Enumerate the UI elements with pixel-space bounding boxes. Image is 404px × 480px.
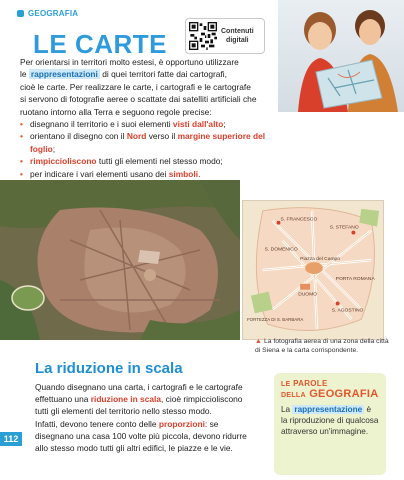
city-map-siena bbox=[242, 200, 384, 340]
map-label: S. AGOSTINO bbox=[331, 308, 364, 314]
keyword-proporzioni: proporzioni bbox=[158, 418, 205, 429]
body-line: Quando disegnano una carta, i cartografi e le cartografe bbox=[35, 382, 243, 392]
caption-text: La fotografia aerea di una zona della città di Siena e la carta corrispondente. bbox=[255, 338, 389, 354]
section-heading: La riduzione in scala bbox=[35, 360, 183, 377]
intro-line bbox=[20, 56, 282, 68]
keyword-nord: Nord bbox=[126, 131, 147, 142]
glossary-pre: La bbox=[281, 405, 291, 414]
glossary-title-line1 bbox=[281, 379, 379, 388]
body-line: disegnano una casa 100 volte più piccola, devono ridurre bbox=[35, 430, 247, 441]
map-label: S. STEFANO bbox=[329, 225, 359, 231]
keyword-riduzione-in-scala: riduzione in scala bbox=[90, 394, 162, 405]
bullet-4-post: . bbox=[198, 168, 201, 179]
bullet-1-pre: disegnano il territorio e i suoi elementi bbox=[30, 119, 171, 130]
page-title: LE CARTE bbox=[33, 29, 167, 59]
digital-content-qr[interactable] bbox=[185, 18, 265, 54]
list-item bbox=[20, 118, 282, 130]
body-line: allo stesso modo tutti gli altri edifici, le piazze e le vie. bbox=[35, 443, 233, 454]
intro-line-5: ruotano intorno alla Terra e seguono regole precise: bbox=[20, 106, 212, 117]
glossary-title-line2 bbox=[281, 388, 379, 400]
glossary-box bbox=[274, 373, 386, 475]
keyword-margine-superiore: margine superiore del foglio bbox=[30, 131, 266, 154]
qr-code-icon bbox=[189, 22, 217, 50]
intro-line-2-post: di quei territori fatte dai cartografi, bbox=[102, 69, 227, 80]
figure-caption bbox=[255, 337, 395, 355]
section-tag bbox=[17, 9, 78, 18]
bullet-1-post: ; bbox=[223, 119, 226, 130]
intro-line bbox=[20, 68, 282, 80]
map-label: DUOMO bbox=[298, 292, 318, 298]
glossary-title-parole: PAROLE bbox=[293, 379, 328, 388]
qr-label-line1: Contenuti bbox=[221, 28, 254, 35]
glossary-title-della: DELLA bbox=[281, 392, 306, 399]
intro-line-1: Per orientarsi in territori molto estesi, è opportuno utilizzare bbox=[20, 57, 239, 67]
map-label: PORTA ROMANA bbox=[335, 276, 375, 282]
intro-line bbox=[20, 81, 282, 93]
bullet-3-post: tutti gli elementi nel stesso modo; bbox=[98, 156, 223, 167]
keyword-simboli: simboli bbox=[168, 168, 199, 179]
map-label: Piazza del Campo bbox=[300, 257, 341, 263]
keyword-visti-dall-alto: visti dall'alto bbox=[172, 119, 224, 130]
kids-with-map-photo bbox=[278, 0, 404, 112]
body-line: tutti gli elementi del territorio nello stesso modo. bbox=[35, 406, 212, 417]
section-tag-icon bbox=[17, 10, 24, 17]
scale-paragraph bbox=[35, 381, 271, 454]
glossary-keyword: rappresentazione bbox=[294, 405, 363, 414]
keyword-rimpiccioliscono: rimpiccioliscono bbox=[30, 156, 97, 167]
keyword-rappresentazioni: rappresentazioni bbox=[30, 69, 98, 80]
glossary-title-le: LE bbox=[281, 381, 291, 388]
intro-line-3: cioè le carte. Per realizzare le carte, i cartografi e le cartografe bbox=[20, 81, 251, 92]
rules-list bbox=[20, 118, 282, 180]
body-line bbox=[35, 393, 271, 405]
glossary-title-geografia: GEOGRAFIA bbox=[309, 388, 379, 400]
section-tag-label: GEOGRAFIA bbox=[28, 9, 79, 18]
intro-line-4: si servono di fotografie aeree o scattate dai satelliti artificiali che bbox=[20, 94, 257, 105]
intro-paragraph bbox=[20, 56, 282, 180]
list-item bbox=[20, 155, 282, 167]
bullet-2-post: ; bbox=[52, 143, 56, 154]
body-line-4-pre: Infatti, devono tenere conto delle bbox=[35, 418, 157, 429]
glossary-text: è la riproduzione di qualcosa attraverso un'immagine. bbox=[281, 405, 379, 436]
intro-line bbox=[20, 93, 282, 105]
body-line-2-pre: effettuano una bbox=[35, 394, 89, 405]
list-item bbox=[20, 168, 282, 180]
map-label: S. DOMENICO bbox=[264, 247, 298, 253]
qr-label-line2: digitali bbox=[226, 37, 249, 44]
glossary-definition bbox=[281, 404, 379, 437]
body-line bbox=[35, 418, 271, 430]
page-number: 112 bbox=[0, 432, 22, 446]
qr-label bbox=[221, 27, 254, 45]
bullet-2-pre: orientano il disegno con il bbox=[30, 131, 125, 142]
bullet-4-pre: per indicare i vari elementi usano dei bbox=[30, 168, 167, 179]
list-item bbox=[20, 130, 282, 155]
aerial-photo-siena bbox=[0, 180, 240, 340]
intro-line bbox=[20, 106, 282, 118]
camera-icon: ▲ bbox=[255, 338, 262, 345]
map-label: FORTEZZA DI S. BARBARA bbox=[246, 317, 304, 323]
body-line-4-post: : se bbox=[204, 418, 219, 429]
body-line-2-post: , cioè rimpiccioliscono bbox=[161, 394, 243, 405]
intro-line-2-pre: le bbox=[20, 69, 27, 80]
bullet-2-mid: verso il bbox=[148, 131, 176, 142]
map-label: S. FRANCESCO bbox=[280, 217, 318, 223]
